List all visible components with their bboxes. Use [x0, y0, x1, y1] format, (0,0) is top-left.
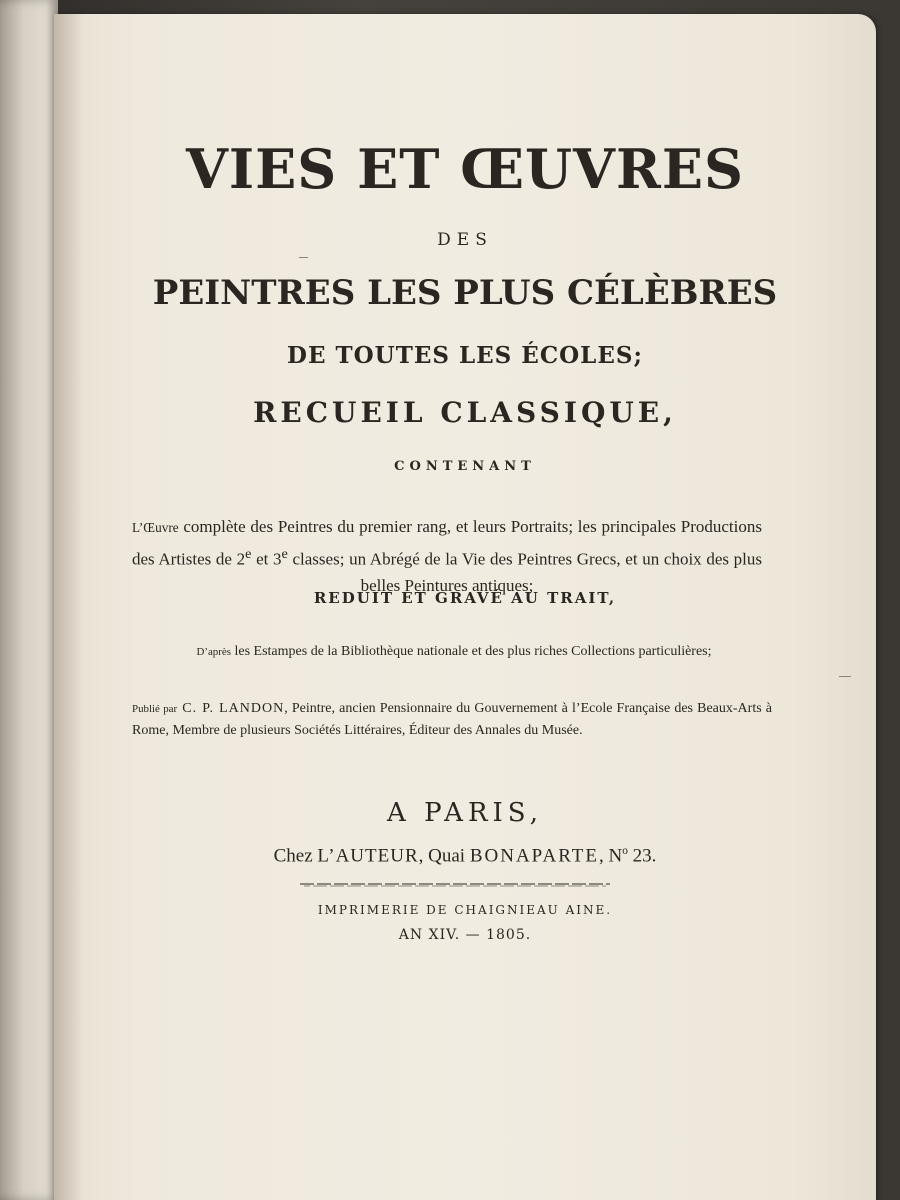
subtitle-line-1: PEINTRES LES PLUS CÉLÈBRES	[152, 273, 778, 313]
title-connector: DES	[437, 230, 493, 250]
title-page	[54, 14, 876, 1200]
date-line: AN XIV. — 1805.	[398, 927, 532, 943]
chez-c: , Quai	[418, 845, 470, 867]
publie-lead: Publié par	[132, 703, 178, 715]
chez-a: Chez	[273, 845, 318, 867]
dapres-text: les Estampes de la Bibliothèque nationale et des plus riches Collections particulières;	[230, 644, 712, 659]
paper-mark	[299, 257, 308, 258]
description-text-a: complète des Peintres du premier rang, et leurs Portraits; les principales Productions des Artistes de 2	[132, 517, 762, 569]
description-lead: L’Œuvre	[132, 520, 179, 535]
description-sup-1: e	[245, 546, 252, 562]
contenant-label: CONTENANT	[394, 459, 536, 474]
description-sup-2: e	[281, 546, 288, 562]
chez-sup: o	[622, 845, 628, 857]
subtitle-line-3: RECUEIL CLASSIQUE,	[253, 396, 677, 429]
description-text-c: classes; un Abrégé de la Vie des Peintres Grecs, et un choix des plus belles Peintures antiques;	[287, 549, 762, 595]
chez-f: 23.	[627, 845, 657, 867]
publie-text: , Peintre, ancien Pensionnaire du Gouvernement à l’Ecole Française des Beaux-Arts à Rome, Membre de plusieurs Sociétés Littéraires, Éditeur des Annales du Musée.	[132, 701, 772, 738]
publie-name: C. P. LANDON	[177, 701, 285, 716]
contents-description	[132, 514, 762, 599]
main-title: VIES ET ŒUVRES	[185, 137, 744, 201]
imprint-address	[54, 846, 876, 865]
paper-mark	[839, 676, 851, 677]
imprint-city: A PARIS,	[387, 798, 543, 828]
left-page-edge	[0, 0, 58, 1200]
dapres-lead: D’après	[196, 646, 231, 658]
subtitle-line-2: DE TOUTES LES ÉCOLES;	[287, 342, 643, 369]
decorative-rule	[300, 880, 610, 888]
reduit-line: REDUIT ET GRAVÉ AU TRAIT,	[313, 589, 617, 607]
publisher-paragraph	[132, 698, 772, 741]
printer-line: IMPRIMERIE DE CHAIGNIEAU AINE.	[317, 903, 613, 917]
chez-b: L’AUTEUR	[317, 845, 419, 867]
chez-d: BONAPARTE	[469, 845, 599, 867]
description-text-b: et 3	[251, 549, 282, 569]
chez-e: , N	[598, 845, 623, 867]
sources-line	[154, 642, 754, 662]
